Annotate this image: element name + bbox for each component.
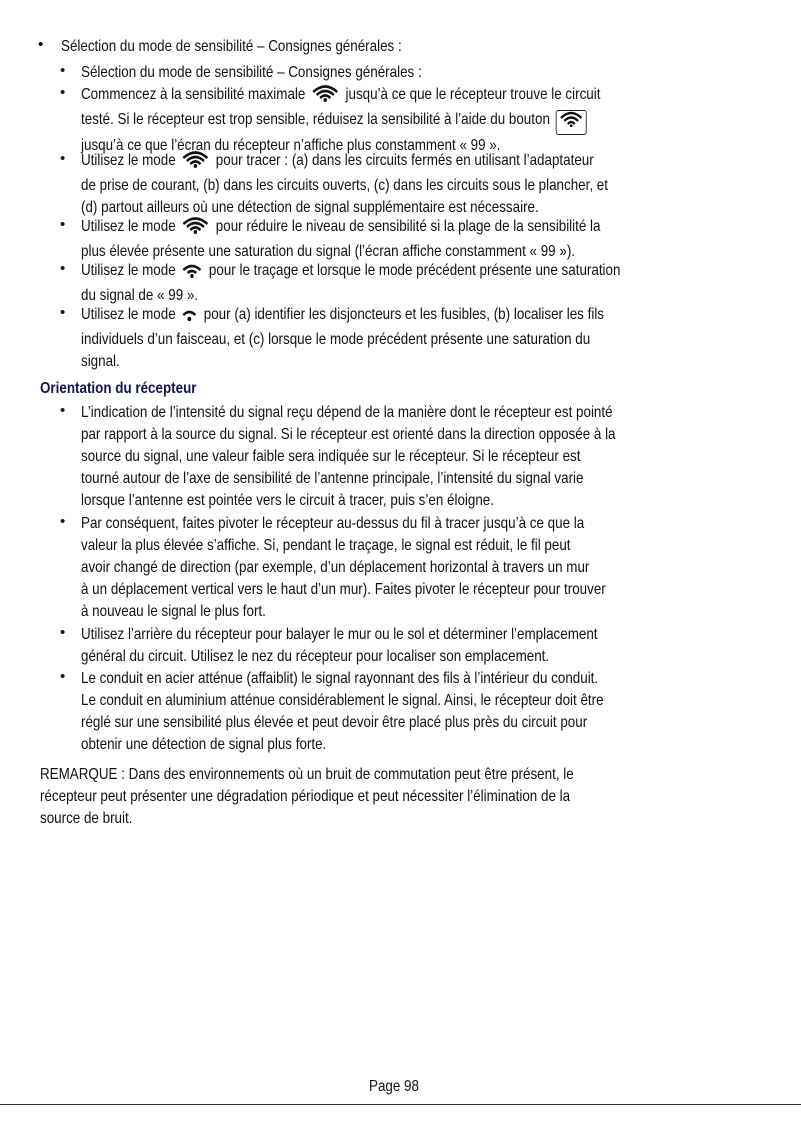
- paragraph-line: Utilisez l’arrière du récepteur pour balayer le mur ou le sol et déterminer l’emplacement: [81, 626, 598, 643]
- section-heading: Orientation du récepteur: [40, 380, 197, 397]
- bullet-marker: •: [60, 84, 66, 101]
- paragraph-line: avoir changé de direction (par exemple, d’un déplacement horizontal à travers un mur: [81, 559, 590, 576]
- list-item-text: jusqu’à ce que l’écran du récepteur n’affiche plus constamment « 99 ».: [81, 137, 501, 154]
- paragraph-line: Par conséquent, faites pivoter le récepteur au-dessus du fil à tracer jusqu’à ce que la: [81, 515, 585, 532]
- sensitivity-level-1-icon: [181, 307, 198, 329]
- paragraph: [81, 513, 606, 623]
- list-item-text: testé. Si le récepteur est trop sensible, réduisez la sensibilité à l’aide du bouton: [81, 111, 550, 128]
- paragraph-line: par rapport à la source du signal. Si le récepteur est orienté dans la direction opposée à la: [81, 426, 616, 443]
- paragraph-line: obtenir une détection de signal plus forte.: [81, 736, 327, 753]
- paragraph-line: général du circuit. Utilisez le nez du récepteur pour localiser son emplacement.: [81, 648, 550, 665]
- list-item: Sélection du mode de sensibilité – Consignes générales :: [81, 64, 422, 81]
- sensitivity-level-3-icon: [181, 216, 210, 241]
- note-paragraph: [40, 764, 574, 830]
- footer-rule: [0, 1104, 801, 1105]
- note-line: source de bruit.: [40, 810, 133, 827]
- list-item-text: Utilisez le mode: [81, 262, 176, 279]
- bullet-marker: •: [60, 624, 66, 641]
- page-number: Page 98: [369, 1078, 419, 1095]
- list-item-text: du signal de « 99 ».: [81, 287, 199, 304]
- bullet-marker: •: [60, 513, 66, 530]
- sensitivity-level-4-icon: [181, 150, 210, 175]
- paragraph: [81, 624, 598, 668]
- bullet-marker: •: [60, 62, 66, 79]
- paragraph-line: Le conduit en aluminium atténue considérablement le signal. Ainsi, le récepteur doit être: [81, 692, 604, 709]
- list-item-text: Commencez à la sensibilité maximale: [81, 86, 306, 103]
- bullet-marker: •: [60, 304, 66, 321]
- sensitivity-button-icon: [555, 110, 586, 135]
- sensitivity-level-4-icon: [311, 84, 340, 109]
- list-item-text: (d) partout ailleurs où une détection de signal supplémentaire est nécessaire.: [81, 199, 539, 216]
- paragraph-line: à nouveau le signal le plus fort.: [81, 603, 266, 620]
- paragraph-line: L’indication de l’intensité du signal reçu dépend de la manière dont le récepteur est pointé: [81, 404, 613, 421]
- list-item-text: Utilisez le mode: [81, 306, 176, 323]
- list-item-text: individuels d’un faisceau, et (c) lorsque le mode précédent présente une saturation du: [81, 331, 591, 348]
- list-item: [81, 150, 608, 219]
- bullet-marker: •: [60, 668, 66, 685]
- bullet-marker: •: [60, 216, 66, 233]
- list-item-text: de prise de courant, (b) dans les circuits ouverts, (c) dans les circuits sous le plancher, et: [81, 177, 608, 194]
- list-item-text: Utilisez le mode: [81, 152, 176, 169]
- note-line: REMARQUE : Dans des environnements où un bruit de commutation peut être présent, le: [40, 766, 574, 783]
- paragraph-line: à un déplacement vertical vers le haut d’un mur). Faites pivoter le récepteur pour trouver: [81, 581, 606, 598]
- list-item-text: pour réduire le niveau de sensibilité si la plage de la sensibilité la: [215, 218, 601, 235]
- list-item-text: jusqu’à ce que le récepteur trouve le circuit: [345, 86, 601, 103]
- list-item-text: signal.: [81, 353, 120, 370]
- note-line: récepteur peut présenter une dégradation périodique et peut nécessiter l’élimination de la: [40, 788, 571, 805]
- list-item: [81, 84, 600, 157]
- bullet-marker: •: [60, 150, 66, 167]
- sensitivity-level-2-icon: [181, 262, 203, 285]
- list-item: [81, 260, 620, 307]
- paragraph-line: Le conduit en acier atténue (affaiblit) le signal rayonnant des fils à l’intérieur du conduit.: [81, 670, 599, 687]
- section-title: Sélection du mode de sensibilité – Consignes générales :: [61, 38, 402, 55]
- list-item-text: pour (a) identifier les disjoncteurs et les fusibles, (b) localiser les fils: [203, 306, 605, 323]
- paragraph-line: lorsque l’antenne est pointée vers le circuit à tracer, puis s’en éloigne.: [81, 492, 494, 509]
- paragraph: [81, 402, 616, 512]
- bullet-marker: •: [38, 36, 44, 53]
- bullet-marker: •: [60, 260, 66, 277]
- list-item: [81, 304, 604, 373]
- list-item-text: plus élevée présente une saturation du signal (l’écran affiche constamment « 99 »).: [81, 243, 576, 260]
- list-item: [81, 216, 600, 263]
- paragraph-line: tourné autour de l’axe de sensibilité de l’antenne principale, l’intensité du signal varie: [81, 470, 584, 487]
- paragraph-line: valeur la plus élevée s’affiche. Si, pendant le traçage, le signal est réduit, le fil peut: [81, 537, 571, 554]
- list-item-text: pour tracer : (a) dans les circuits fermés en utilisant l’adaptateur: [215, 152, 594, 169]
- list-item-text: Utilisez le mode: [81, 218, 176, 235]
- paragraph-line: réglé sur une sensibilité plus élevée et peut devoir être placé plus près du circuit pour: [81, 714, 588, 731]
- list-item-text: pour le traçage et lorsque le mode précédent présente une saturation: [208, 262, 621, 279]
- paragraph: [81, 668, 604, 756]
- paragraph-line: source du signal, une valeur faible sera indiquée sur le récepteur. Si le récepteur est: [81, 448, 581, 465]
- bullet-marker: •: [60, 402, 66, 419]
